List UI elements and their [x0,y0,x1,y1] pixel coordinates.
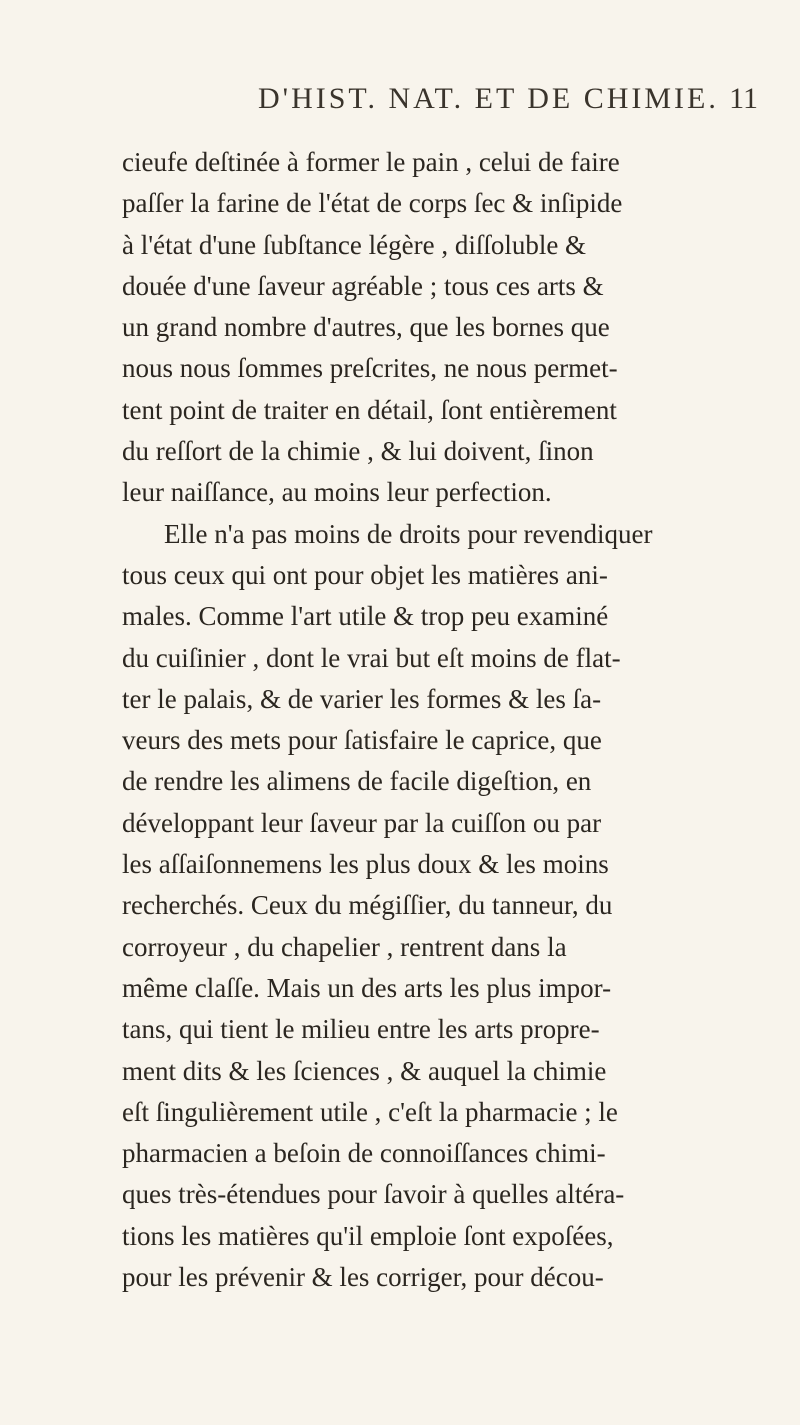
text-line: tous ceux qui ont pour objet les matières ani- [122,559,608,590]
text-line: corroyeur , du chapelier , rentrent dans la [122,931,567,962]
text-line: veurs des mets pour ſatisfaire le caprice, que [122,725,602,756]
text-line: eſt ſingulièrement utile , c'eſt la pharmacie ; le [122,1096,618,1127]
text-line: ment dits & les ſciences , & auquel la chimie [122,1055,607,1086]
text-line: un grand nombre d'autres, que les bornes que [122,312,610,343]
text-line: nous nous ſommes preſcrites, ne nous permet- [122,353,618,384]
running-header [258,82,758,122]
text-line: pharmacien a beſoin de connoiſſances chimi- [122,1138,606,1169]
body-text [122,142,782,1298]
text-line: ter le palais, & de varier les formes & les ſa- [122,683,602,714]
text-line: recherchés. Ceux du mégiſſier, du tanneur, du [122,890,613,921]
text-line: du cuiſinier , dont le vrai but eſt moins de flat- [122,642,621,673]
page-number: 11 [729,82,758,115]
text-line: les aſſaiſonnemens les plus doux & les moins [122,849,609,880]
text-line: cieufe deſtinée à former le pain , celui de faire [122,147,620,177]
text-line: de rendre les alimens de facile digeſtion, en [122,766,592,797]
text-line: douée d'une ſaveur agréable ; tous ces arts & [122,270,604,301]
text-line: même claſſe. Mais un des arts les plus impor- [122,972,612,1003]
text-line: pour les prévenir & les corriger, pour décou- [122,1262,604,1293]
running-title: D'HIST. NAT. ET DE CHIMIE. [258,82,719,115]
text-line: tions les matières qu'il emploie ſont expoſées, [122,1220,614,1251]
text-line: du reſſort de la chimie , & lui doivent, ſinon [122,436,594,467]
text-line: à l'état d'une ſubſtance légère , diſſoluble & [122,229,587,260]
text-line: développant leur ſaveur par la cuiſſon ou par [122,807,602,838]
text-line: ques très-étendues pour ſavoir à quelles altéra- [122,1179,625,1210]
text-line: tent point de traiter en détail, ſont entièrement [122,394,617,425]
text-line: tans, qui tient le milieu entre les arts propre- [122,1014,600,1045]
text-line: males. Comme l'art utile & trop peu examiné [122,601,609,632]
text-line: paſſer la farine de l'état de corps ſec & inſipide [122,188,623,219]
paragraph-first-line: Elle n'a pas moins de droits pour revendiquer [164,518,653,549]
text-line: leur naiſſance, au moins leur perfection. [122,477,552,508]
